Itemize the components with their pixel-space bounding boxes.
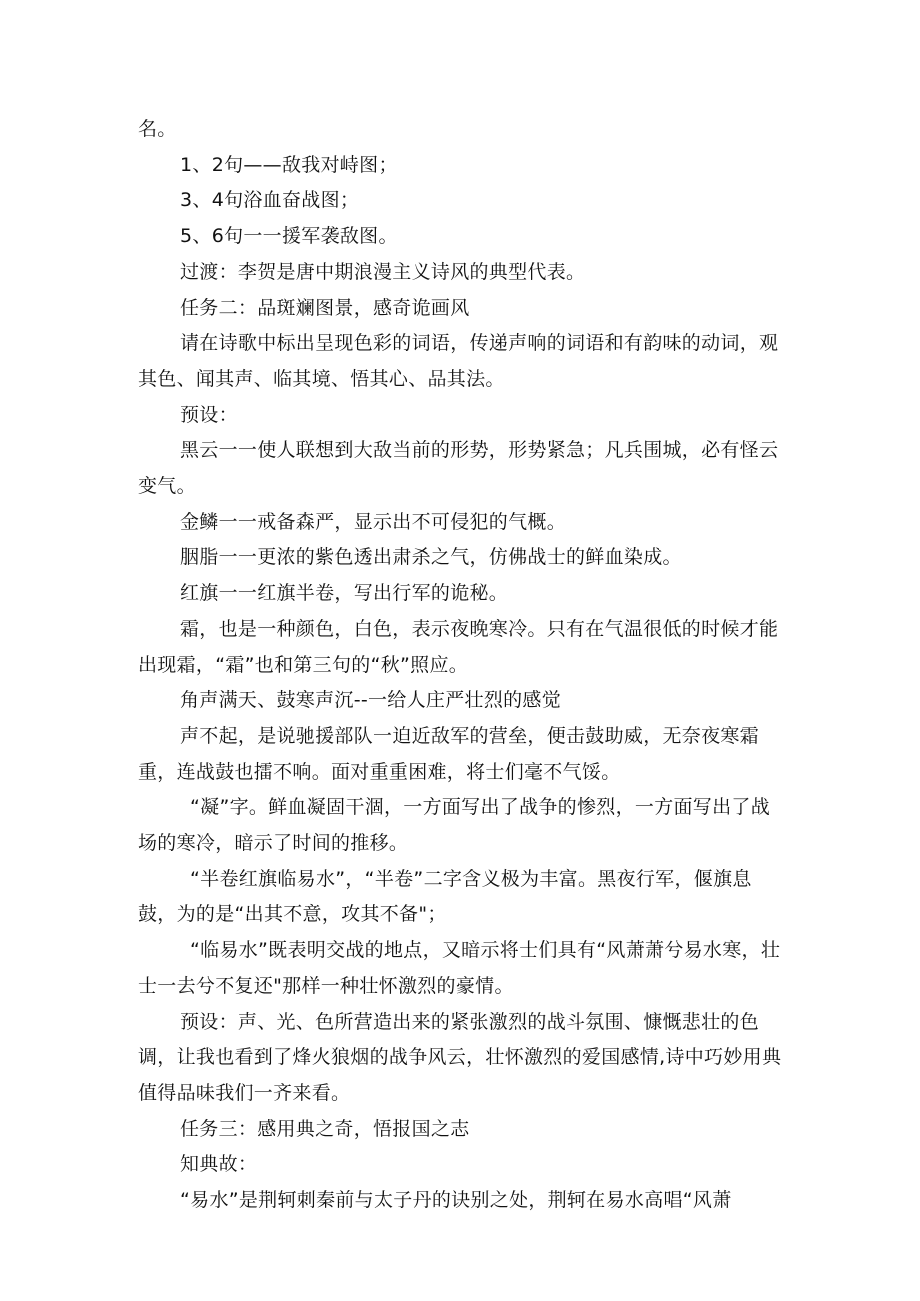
paragraph-preset-summary: 预设：声、光、色所营造出来的紧张激烈的战斗氛围、慷慨悲壮的色调，让我也看到了烽火狼烟的战争风云，壮怀激烈的爱国感情,诗中巧妙用典值得品味我们一齐来看。 <box>138 1010 782 1104</box>
paragraph-black-cloud: 黑云一一使人联想到大敌当前的形势，形势紧急；凡兵围城，必有怪云变气。 <box>138 439 779 498</box>
paragraph-golden-scales: 金鳞一一戒备森严，显示出不可侵犯的气概。 <box>180 510 567 533</box>
paragraph-frost: 霜，也是一种颜色，白色，表示夜晚寒冷。只有在气温很低的时候才能出现霜，“霜”也和第三句的“秋”照应。 <box>138 617 779 676</box>
paragraph-silent-drums: 声不起，是说驰援部队一迫近敌军的营垒，便击鼓助威，无奈夜寒霜重，连战鼓也擂不响。面对重重困难，将士们毫不气馁。 <box>138 724 760 783</box>
paragraph-continuation: 名。 <box>138 118 177 140</box>
paragraph-sentence-5-6: 5、6句一一援军袭敌图。 <box>180 225 398 248</box>
paragraph-horn-drum: 角声满天、鼓寒声沉--一给人庄严壮烈的感觉 <box>180 689 562 712</box>
paragraph-congeal: “凝”字。鲜血凝固干涸，一方面写出了战争的惨烈，一方面写出了战场的寒冷，暗示了时间的推移。 <box>138 796 770 855</box>
paragraph-red-flag: 红旗一一红旗半卷，写出行军的诡秘。 <box>180 582 509 605</box>
heading-task-two: 任务二：品斑斓图景，感奇诡画风 <box>180 296 470 319</box>
paragraph-sentence-3-4: 3、4句浴血奋战图； <box>180 189 360 212</box>
heading-task-three: 任务三：感用典之奇，悟报国之志 <box>180 1117 470 1140</box>
paragraph-preset-label: 预设： <box>180 403 238 426</box>
paragraph-transition: 过渡：李贺是唐中期浪漫主义诗风的典型代表。 <box>180 260 586 283</box>
paragraph-rouge: 胭脂一一更浓的紫色透出肃杀之气，仿佛战士的鲜血染成。 <box>180 546 682 569</box>
paragraph-sentence-1-2: 1、2句——敌我对峙图； <box>180 153 398 176</box>
paragraph-allusion-label: 知典故： <box>180 1153 258 1176</box>
paragraph-task-two-instructions: 请在诗歌中标出呈现色彩的词语，传递声响的词语和有韵味的动词，观其色、闻其声、临其境、悟其心、品其法。 <box>138 332 779 390</box>
paragraph-half-furled: “半卷红旗临易水”，“半卷”二字含义极为丰富。黑夜行军，偃旗息鼓，为的是“出其不意，攻其不备"； <box>138 867 752 926</box>
paragraph-yi-river: “临易水”既表明交战的地点，又暗示将士们具有“风萧萧兮易水寒，壮士一去兮不复还"那样一种壮怀激烈的豪情。 <box>138 939 781 997</box>
paragraph-yi-water-allusion: “易水”是荆轲刺秦前与太子丹的诀别之处，荆轲在易水高唱“风萧 <box>180 1189 732 1212</box>
document-body <box>138 112 788 1219</box>
